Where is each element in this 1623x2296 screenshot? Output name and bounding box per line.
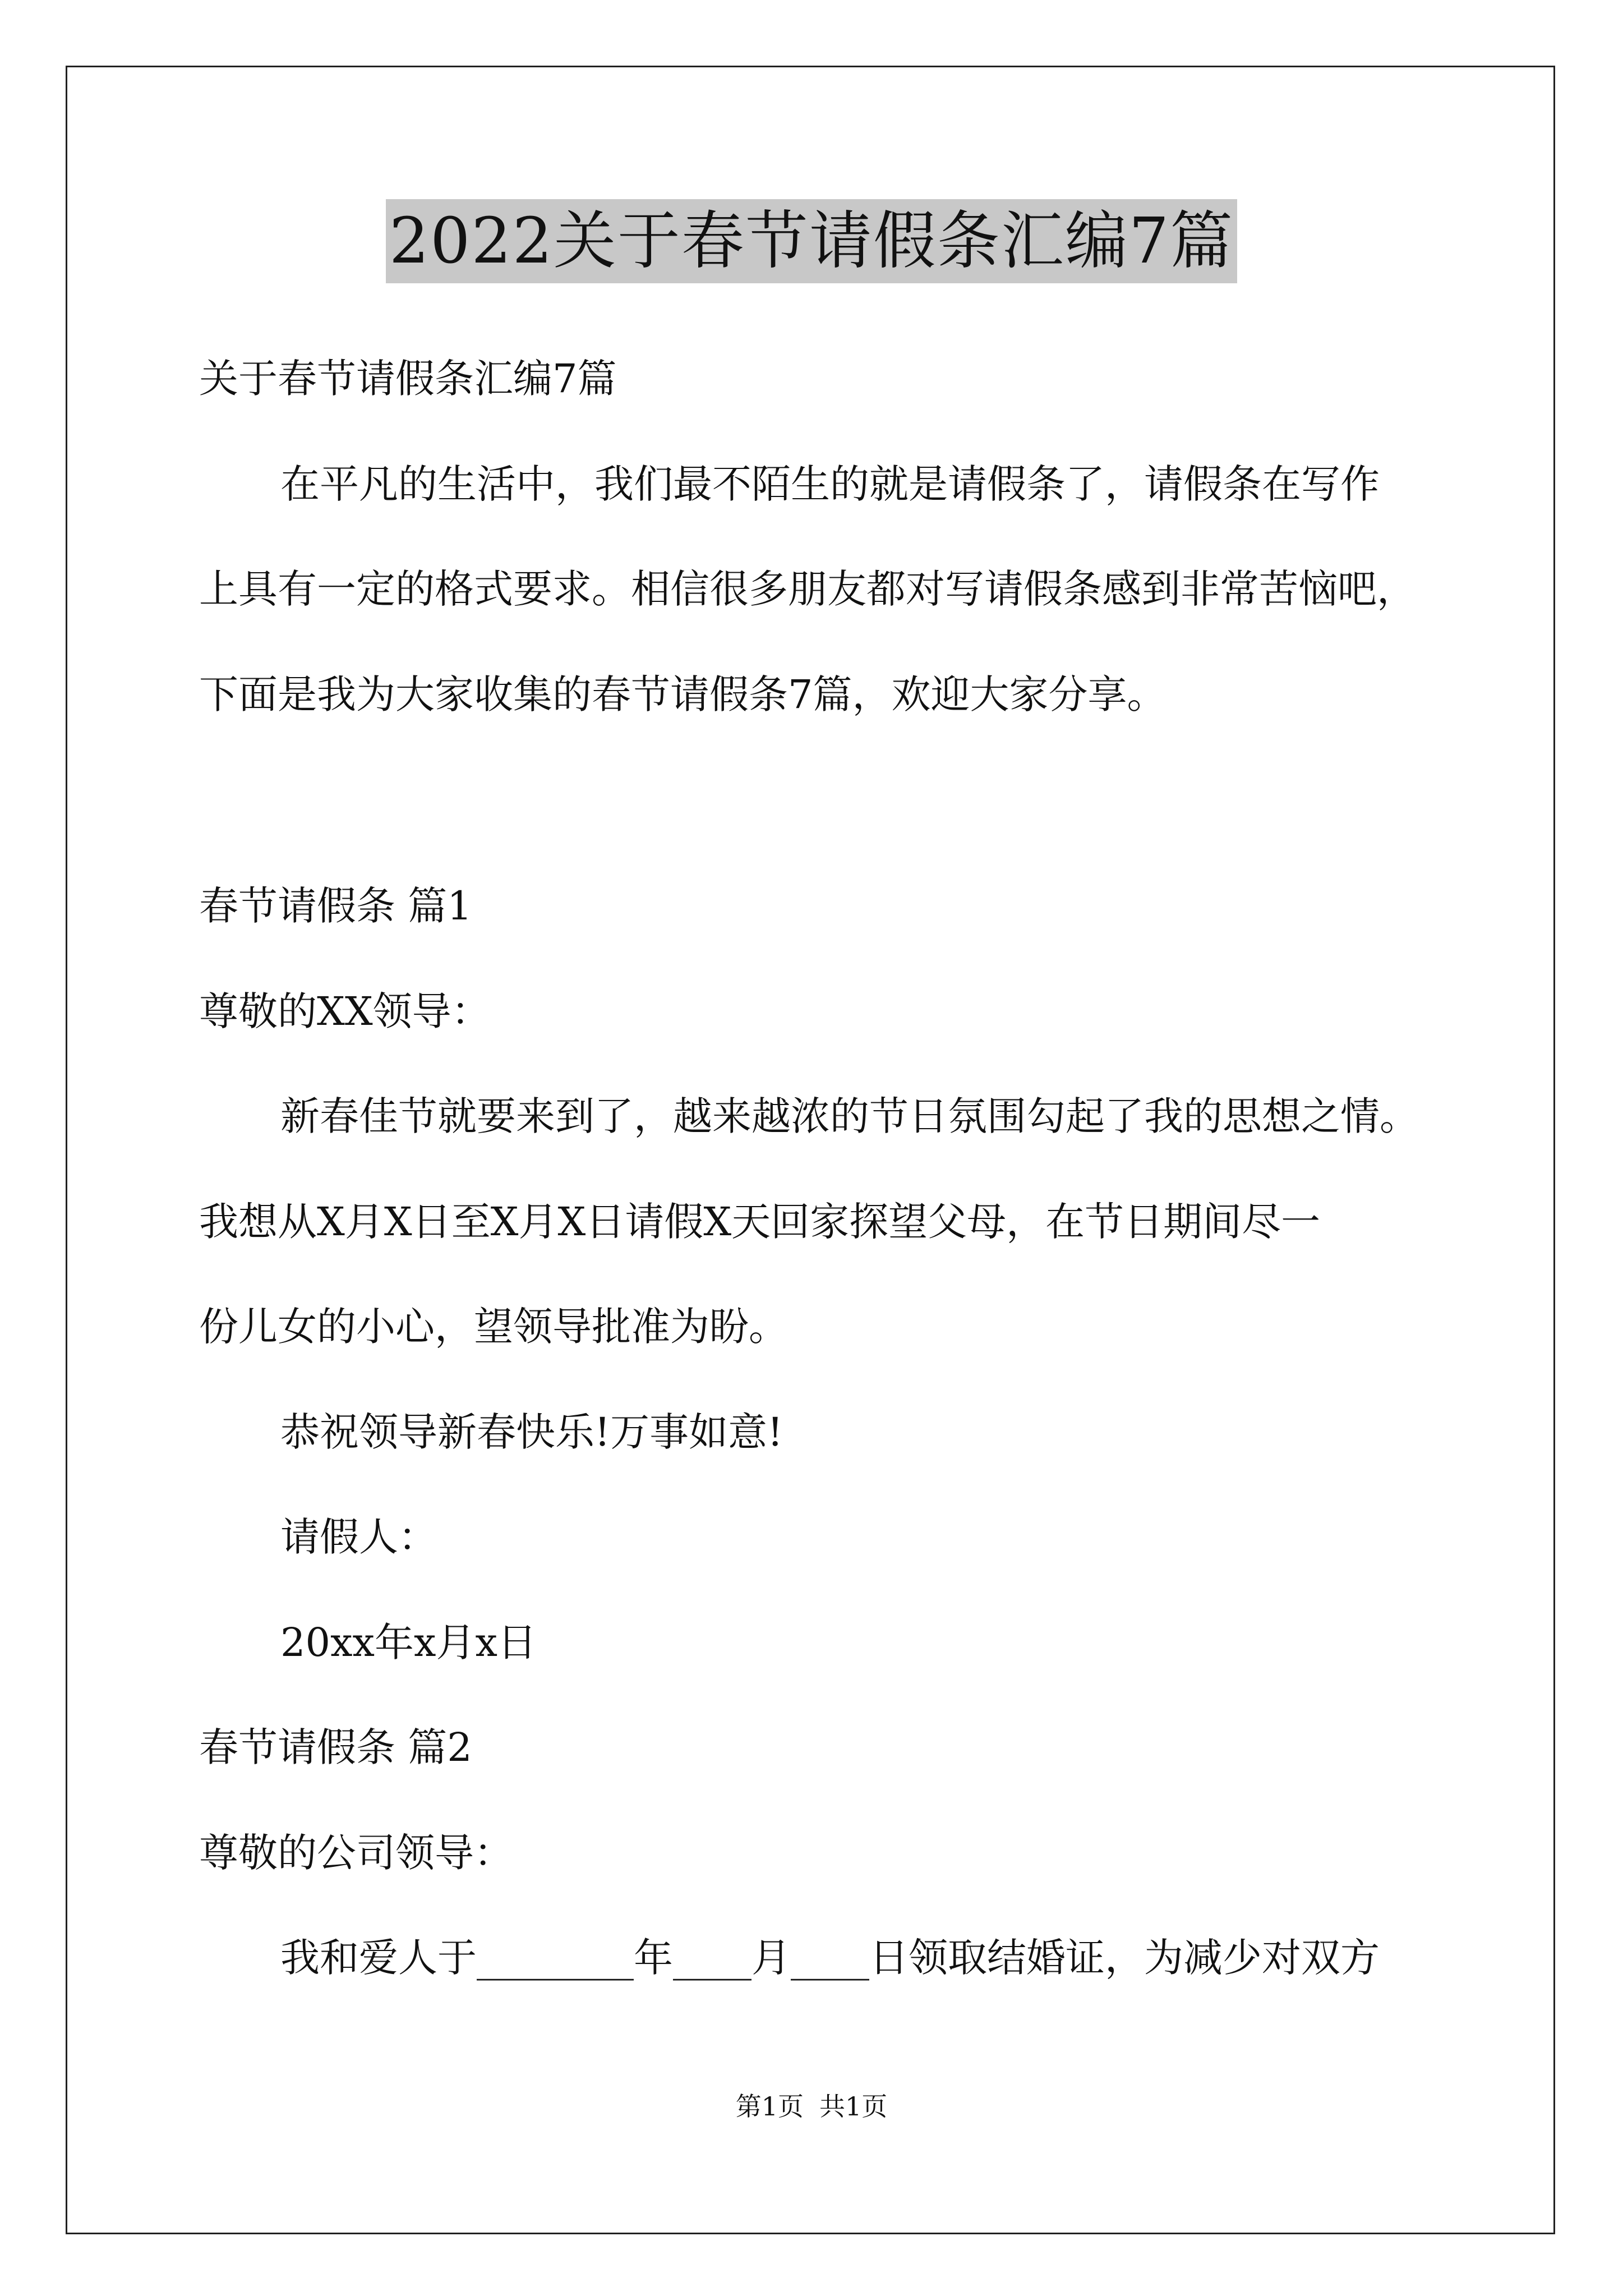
intro-line-1: 在平凡的生活中，我们最不陌生的就是请假条了，请假条在写作 [280, 461, 1380, 507]
greeting-line: 恭祝领导新春快乐!万事如意! [280, 1409, 783, 1455]
signature-line: 请假人： [280, 1514, 437, 1560]
intro-line-2: 上具有一定的格式要求。相信很多朋友都对写请假条感到非常苦恼吧， [199, 566, 1416, 612]
section-heading-2: 春节请假条 篇2 [199, 1724, 472, 1770]
body-line-1: 新春佳节就要来到了，越来越浓的节日氛围勾起了我的思想之情。 [280, 1093, 1419, 1139]
body2-line-1: 我和爱人于________年____月____日领取结婚证，为减少对双方 [280, 1935, 1380, 1981]
doc-subtitle: 关于春节请假条汇编7篇 [199, 356, 617, 402]
salutation-2: 尊敬的公司领导： [199, 1830, 513, 1876]
page-total: 共1页 [819, 2091, 888, 2122]
body-line-3: 份儿女的小心，望领导批准为盼。 [199, 1304, 788, 1350]
page-footer [0, 2090, 1623, 2123]
page-number: 第1页 [735, 2091, 804, 2122]
document-title: 2022关于春节请假条汇编7篇 [386, 199, 1237, 283]
section-heading-1: 春节请假条 篇1 [199, 883, 472, 929]
date-line: 20xx年x月x日 [280, 1619, 537, 1665]
salutation-1: 尊敬的XX领导： [199, 988, 491, 1034]
title-container [0, 199, 1623, 283]
intro-line-3: 下面是我为大家收集的春节请假条7篇，欢迎大家分享。 [199, 671, 1166, 717]
body-line-2: 我想从X月X日至X月X日请假X天回家探望父母，在节日期间尽一 [199, 1199, 1321, 1245]
